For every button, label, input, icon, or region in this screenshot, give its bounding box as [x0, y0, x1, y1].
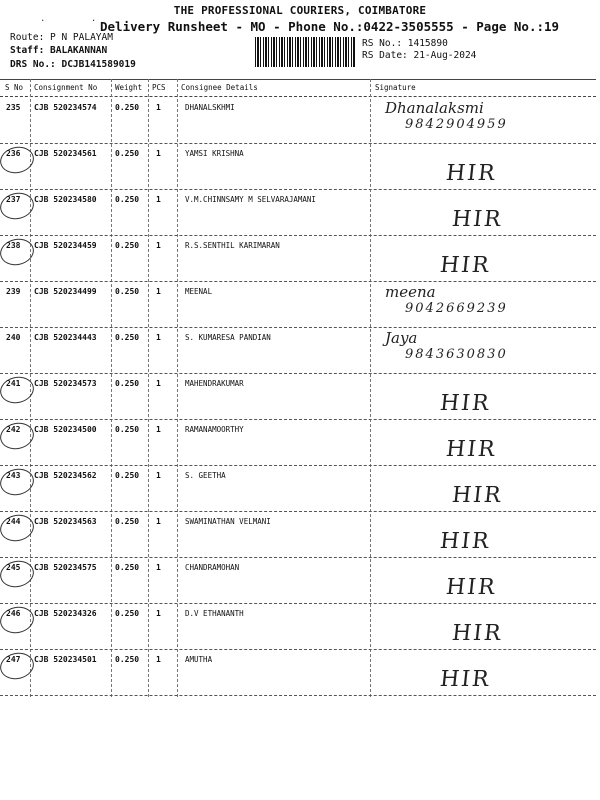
row-signature-hir: HIR	[444, 161, 498, 186]
row-signature-hir: HIR	[438, 529, 492, 554]
row-consignment-no: CJB 520234561	[34, 149, 97, 158]
row-pcs: 1	[156, 149, 161, 158]
row-weight: 0.250	[115, 103, 140, 112]
row-separator	[0, 373, 596, 374]
row-sno: 245	[6, 563, 21, 572]
row-separator	[0, 603, 596, 604]
row-pcs: 1	[156, 655, 161, 664]
row-consignment-no: CJB 520234580	[34, 195, 97, 204]
row-consignment-no: CJB 520234574	[34, 103, 97, 112]
row-sno: 241	[6, 379, 21, 388]
row-consignee: RAMANAMOORTHY	[185, 425, 244, 434]
col-header-signature: Signature	[375, 83, 416, 92]
column-divider	[177, 79, 178, 697]
rs-number: RS No.: 1415890	[362, 38, 448, 49]
company-title: THE PROFESSIONAL COURIERS, COIMBATORE	[173, 4, 427, 17]
drs-number: DRS No.: DCJB141589019	[10, 59, 136, 70]
row-separator	[0, 419, 596, 420]
row-consignment-no: CJB 520234499	[34, 287, 97, 296]
column-divider	[111, 79, 112, 697]
column-divider	[148, 79, 149, 697]
row-signature-phone: 9842904959	[405, 117, 508, 132]
row-pcs: 1	[156, 287, 161, 296]
staff-label: Staff: BALAKANNAN	[10, 45, 108, 56]
row-consignee: AMUTHA	[185, 655, 213, 664]
row-signature-hir: HIR	[450, 207, 504, 232]
row-separator	[0, 281, 596, 282]
row-pcs: 1	[156, 471, 161, 480]
row-signature: Dhanalaksmi	[385, 99, 484, 117]
col-header-weight: Weight	[115, 83, 143, 92]
column-divider	[370, 79, 371, 697]
row-sno: 243	[6, 471, 21, 480]
row-signature-hir: HIR	[438, 667, 492, 692]
row-pcs: 1	[156, 195, 161, 204]
row-sno: 235	[6, 103, 21, 112]
row-consignee: D.V ETHANANTH	[185, 609, 244, 618]
col-header-sno: S No	[5, 83, 24, 92]
row-consignment-no: CJB 520234500	[34, 425, 97, 434]
row-consignment-no: CJB 520234443	[34, 333, 97, 342]
row-weight: 0.250	[115, 517, 140, 526]
row-weight: 0.250	[115, 149, 140, 158]
row-weight: 0.250	[115, 655, 140, 664]
row-signature: Jaya	[385, 329, 418, 347]
row-sno: 247	[6, 655, 21, 664]
row-weight: 0.250	[115, 609, 140, 618]
row-separator	[0, 465, 596, 466]
row-weight: 0.250	[115, 195, 140, 204]
rs-date: RS Date: 21-Aug-2024	[362, 50, 477, 61]
row-consignee: S. GEETHA	[185, 471, 226, 480]
row-consignee: V.M.CHINNSAMY M SELVARAJAMANI	[185, 195, 316, 204]
row-sno: 239	[6, 287, 21, 296]
row-sno: 246	[6, 609, 21, 618]
row-consignment-no: CJB 520234459	[34, 241, 97, 250]
row-separator	[0, 511, 596, 512]
route-label: Route: P N PALAYAM	[10, 32, 113, 43]
row-weight: 0.250	[115, 563, 140, 572]
row-separator	[0, 649, 596, 650]
row-consignee: S. KUMARESA PANDIAN	[185, 333, 271, 342]
row-consignment-no: CJB 520234573	[34, 379, 97, 388]
row-separator	[0, 189, 596, 190]
row-pcs: 1	[156, 517, 161, 526]
row-pcs: 1	[156, 379, 161, 388]
row-weight: 0.250	[115, 471, 140, 480]
row-separator	[0, 695, 596, 696]
row-sno: 244	[6, 517, 21, 526]
row-consignee: MEENAL	[185, 287, 213, 296]
row-weight: 0.250	[115, 241, 140, 250]
runsheet-title: Delivery Runsheet - MO - Phone No.:0422-3505555 - Page No.:19	[100, 19, 560, 34]
row-separator	[0, 235, 596, 236]
row-consignee: SWAMINATHAN VELMANI	[185, 517, 271, 526]
row-consignee: CHANDRAMOHAN	[185, 563, 240, 572]
row-consignee: DHANALSKHMI	[185, 103, 235, 112]
row-separator	[0, 557, 596, 558]
row-weight: 0.250	[115, 379, 140, 388]
header-dots: . .	[40, 14, 117, 24]
row-weight: 0.250	[115, 425, 140, 434]
row-pcs: 1	[156, 563, 161, 572]
col-header-pcs: PCS	[152, 83, 166, 92]
row-signature-hir: HIR	[450, 621, 504, 646]
row-consignee: YAMSI KRISHNA	[185, 149, 244, 158]
row-sno: 237	[6, 195, 21, 204]
col-header-consignee: Consignee Details	[181, 83, 258, 92]
row-signature: meena	[385, 283, 436, 301]
row-consignment-no: CJB 520234563	[34, 517, 97, 526]
row-sno: 238	[6, 241, 21, 250]
row-consignment-no: CJB 520234575	[34, 563, 97, 572]
col-header-consignment: Consignment No	[34, 83, 98, 92]
row-pcs: 1	[156, 333, 161, 342]
row-signature-hir: HIR	[438, 391, 492, 416]
row-consignment-no: CJB 520234562	[34, 471, 97, 480]
row-consignee: R.S.SENTHIL KARIMARAN	[185, 241, 280, 250]
row-sno: 240	[6, 333, 21, 342]
row-pcs: 1	[156, 103, 161, 112]
row-separator	[0, 327, 596, 328]
row-pcs: 1	[156, 425, 161, 434]
row-signature-phone: 9843630830	[405, 347, 508, 362]
row-consignment-no: CJB 520234326	[34, 609, 97, 618]
row-pcs: 1	[156, 609, 161, 618]
row-pcs: 1	[156, 241, 161, 250]
row-signature-phone: 9042669239	[405, 301, 508, 316]
row-weight: 0.250	[115, 333, 140, 342]
barcode	[255, 37, 355, 67]
row-consignment-no: CJB 520234501	[34, 655, 97, 664]
row-separator	[0, 143, 596, 144]
row-signature-hir: HIR	[444, 575, 498, 600]
row-signature-hir: HIR	[450, 483, 504, 508]
row-consignee: MAHENDRAKUMAR	[185, 379, 244, 388]
row-signature-hir: HIR	[444, 437, 498, 462]
row-sno: 242	[6, 425, 21, 434]
row-signature-hir: HIR	[438, 253, 492, 278]
row-sno: 236	[6, 149, 21, 158]
row-weight: 0.250	[115, 287, 140, 296]
